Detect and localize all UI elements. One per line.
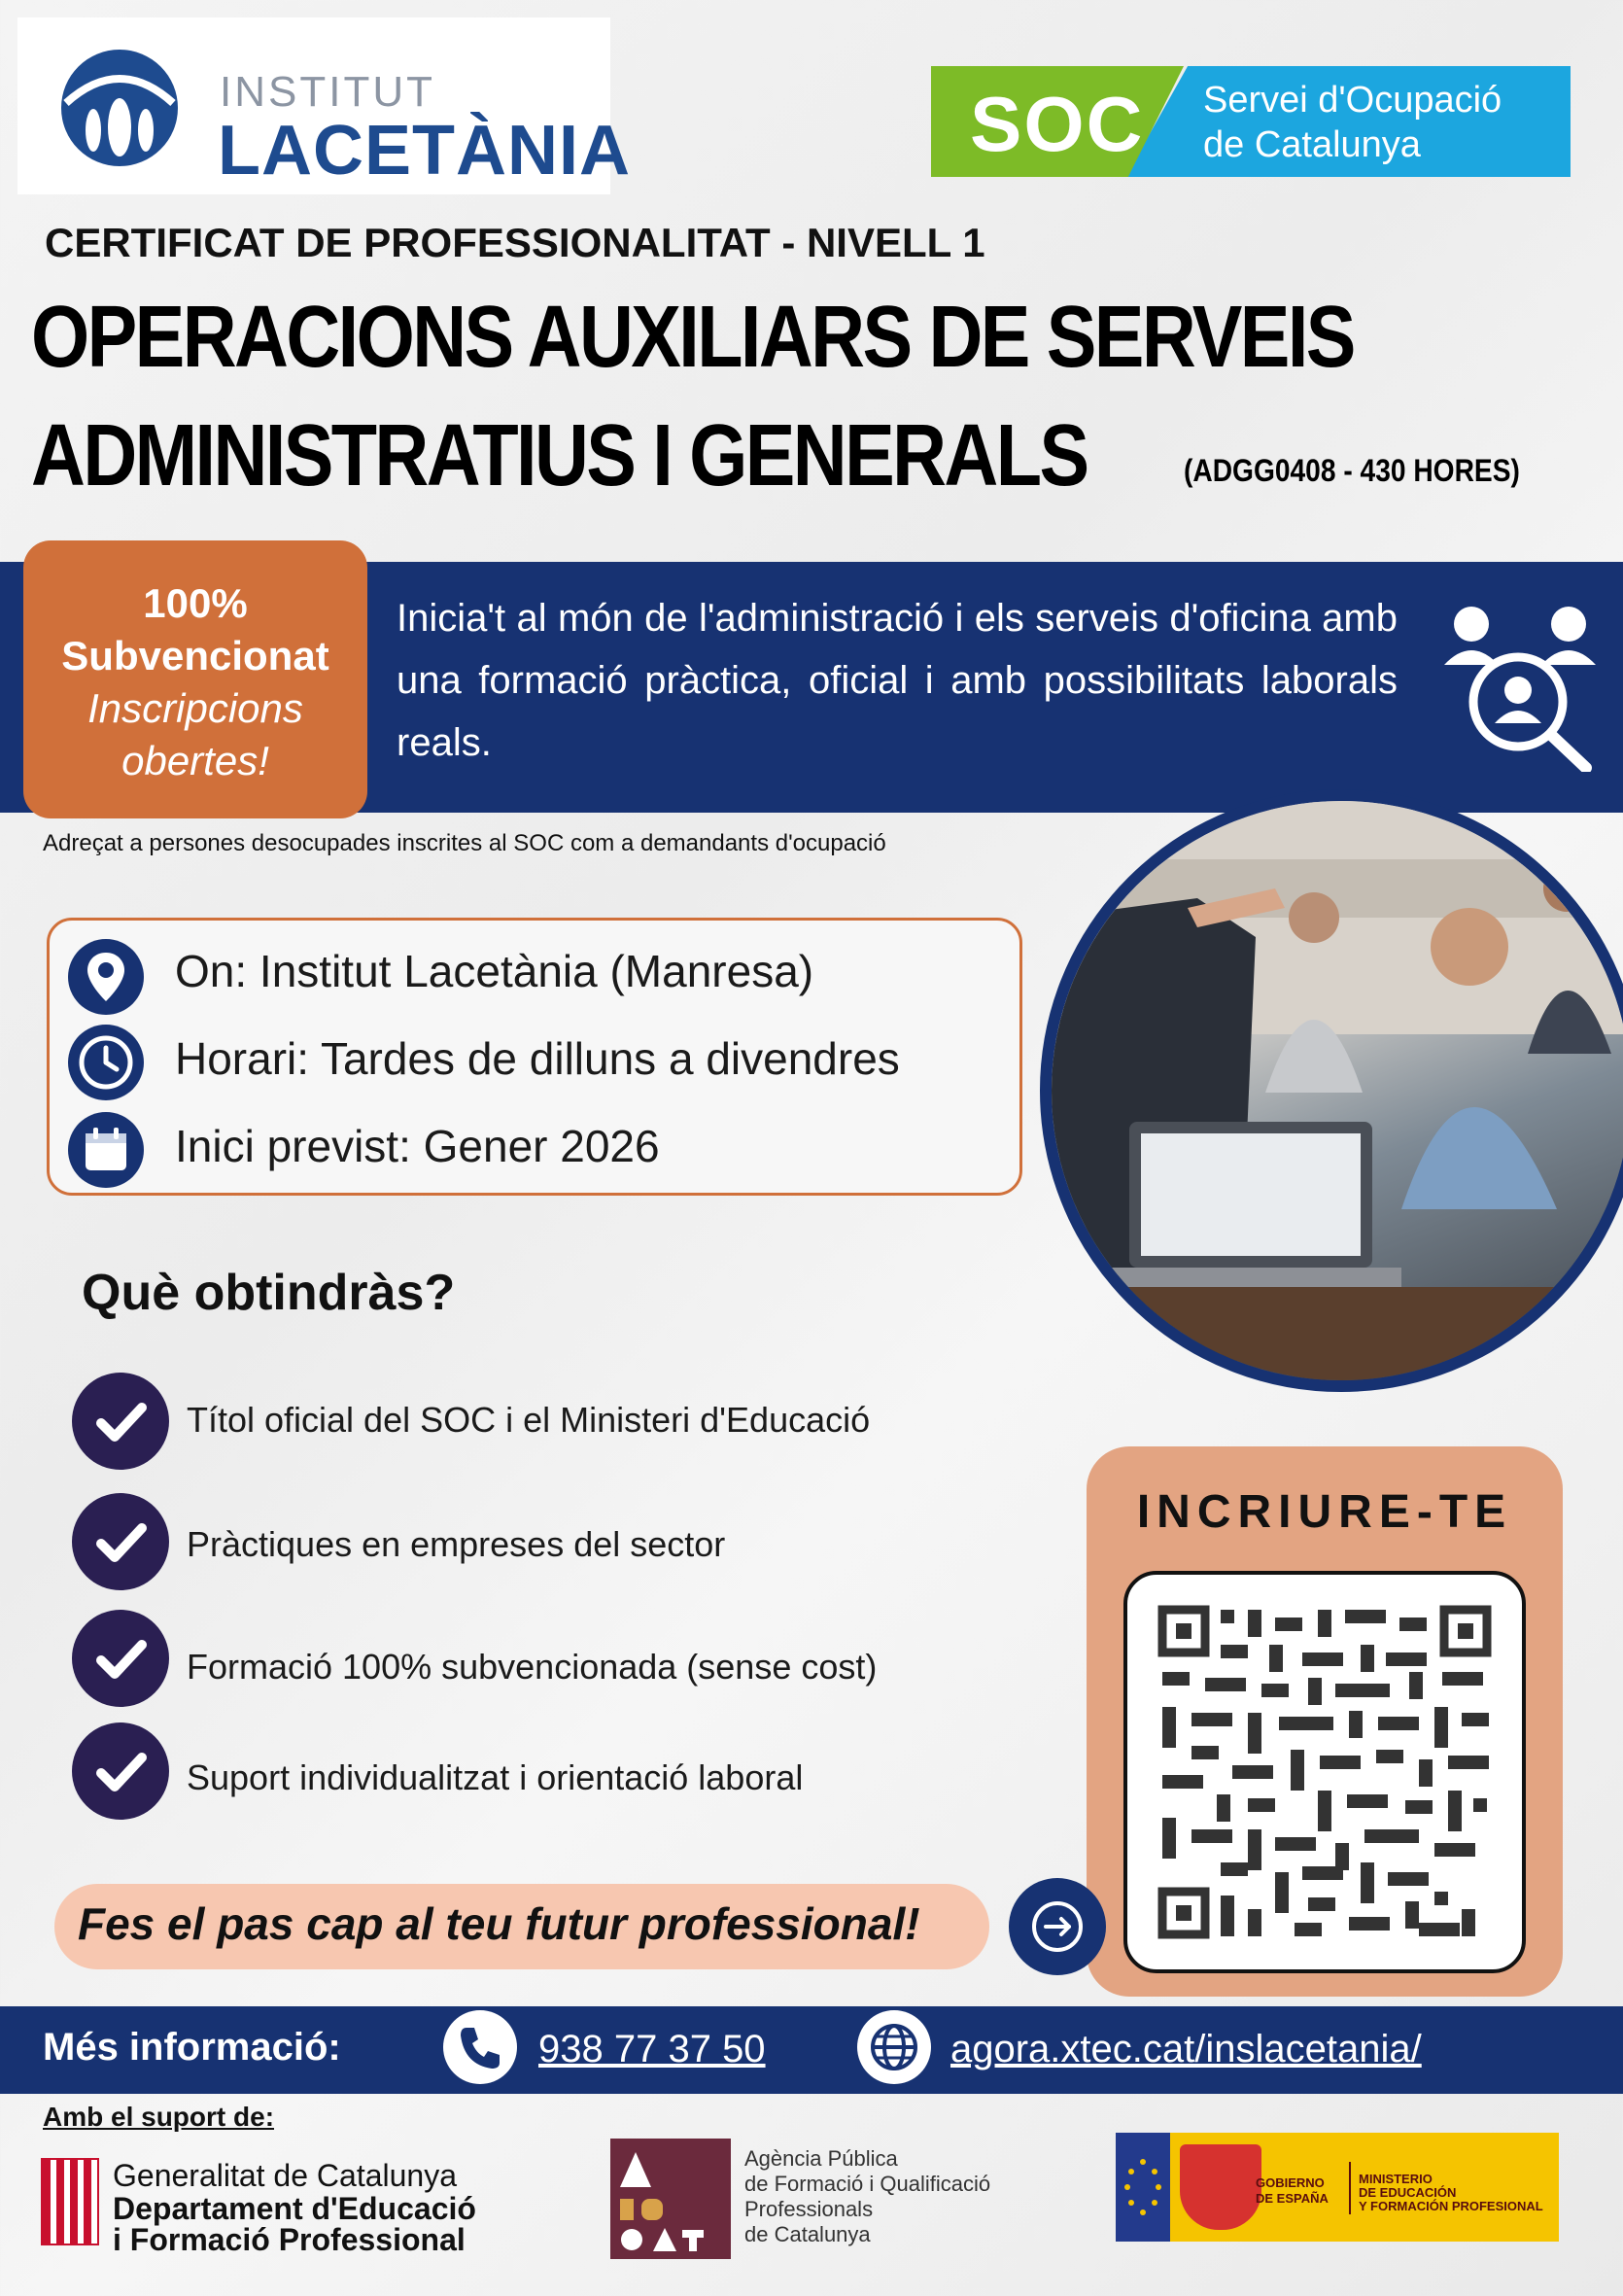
location-pin-icon [68,939,144,1015]
start-date-text: Inici previst: Gener 2026 [175,1121,660,1171]
fpcat-mark-icon [610,2139,731,2259]
website-link[interactable]: agora.xtec.cat/inslacetania/ [950,2028,1422,2070]
phone-icon [443,2010,517,2084]
generalitat-emblem-icon [41,2158,99,2245]
clock-icon [68,1025,144,1100]
ministerio-line2: DE EDUCACIÓN [1359,2185,1457,2200]
fpcat-text-line1: Agència Pública [744,2146,898,2171]
classroom-illustration [1052,801,1623,1380]
generalitat-line1: Generalitat de Catalunya [113,2158,457,2193]
globe-icon [857,2010,931,2084]
soc-name-line2: de Catalunya [1203,124,1421,165]
checkmark-icon [72,1610,169,1707]
subsidy-badge [23,540,367,818]
fpcat-text-line3: Professionals [744,2197,874,2221]
gobierno-line1: GOBIERNO [1256,2175,1325,2190]
generalitat-logo [37,2158,484,2255]
fpcat-logo [610,2139,731,2259]
gobierno-espana-logo [1116,2133,1559,2242]
course-code-hours: (ADGG0408 - 430 HORES) [1184,453,1520,488]
checkmark-icon [72,1373,169,1470]
certificate-level: CERTIFICAT DE PROFESSIONALITAT - NIVELL 1 [45,220,985,265]
phone-number-link[interactable]: 938 77 37 50 [538,2028,766,2070]
badge-percent: 100% [143,580,248,626]
benefits-title: Què obtindràs? [82,1265,456,1321]
qr-code[interactable] [1123,1571,1526,1973]
checkmark-icon [72,1493,169,1590]
target-audience-note: Adreçat a persones desocupades inscrites al SOC com a demandants d'ocupació [43,830,886,856]
generalitat-line3: i Formació Professional [113,2222,466,2257]
registration-qr-panel [1087,1446,1563,1997]
people-search-icon [1442,597,1598,772]
generalitat-line2: Departament d'Educació [113,2191,476,2226]
arrow-right-icon[interactable] [1009,1878,1106,1975]
more-info-label: Més informació: [43,2026,341,2069]
soc-acronym: SOC [970,81,1145,167]
ministerio-line1: MINISTERIO [1359,2172,1433,2186]
qr-title: INCRIURE-TE [1136,1486,1513,1538]
call-to-action [54,1884,989,1969]
support-label: Amb el suport de: [43,2102,275,2132]
course-title-line2: ADMINISTRATIUS I GENERALS [31,407,1088,504]
spain-coat-of-arms-icon [1180,2144,1261,2230]
institut-lacetania-logo [17,17,631,194]
badge-subsidized: Subvencionat [61,633,329,678]
benefit-item: Formació 100% subvencionada (sense cost) [187,1647,878,1687]
qr-code-graphic [1127,1575,1522,1969]
badge-registration: Inscripcions [87,685,303,731]
soc-name-line1: Servei d'Ocupació [1203,80,1502,121]
soc-logo [931,66,1571,177]
benefit-item: Pràctiques en empreses del sector [187,1524,726,1564]
lacetania-emblem-icon [56,45,183,171]
checkmark-icon [72,1722,169,1820]
benefit-item: Suport individualitzat i orientació laboral [187,1757,804,1797]
benefit-item: Títol oficial del SOC i el Ministeri d'Educació [187,1400,871,1440]
location-text: On: Institut Lacetània (Manresa) [175,946,814,996]
ministerio-line3: Y FORMACIÓN PROFESIONAL [1359,2199,1543,2213]
gobierno-line2: DE ESPAÑA [1256,2191,1329,2206]
calendar-icon [68,1112,144,1188]
fpcat-text-line4: de Catalunya [744,2222,871,2246]
institut-label: INSTITUT [220,68,435,116]
lacetania-label: LACETÀNIA [218,112,631,190]
classroom-photo [1040,789,1623,1392]
course-title-line1: OPERACIONS AUXILIARS DE SERVEIS [31,289,1354,386]
intro-text: Inicia't al món de l'administració i els serveis d'oficina amb una formació pràctica, oficial i amb possibilitats laborals reals. [397,597,1398,764]
fpcat-text-line2: de Formació i Qualificació [744,2172,991,2196]
cta-text: Fes el pas cap al teu futur professional! [78,1898,920,1949]
badge-open: obertes! [121,738,269,783]
logo-divider [1349,2162,1351,2214]
eu-stars-icon [1116,2133,1170,2242]
schedule-text: Horari: Tardes de dilluns a divendres [175,1033,900,1084]
